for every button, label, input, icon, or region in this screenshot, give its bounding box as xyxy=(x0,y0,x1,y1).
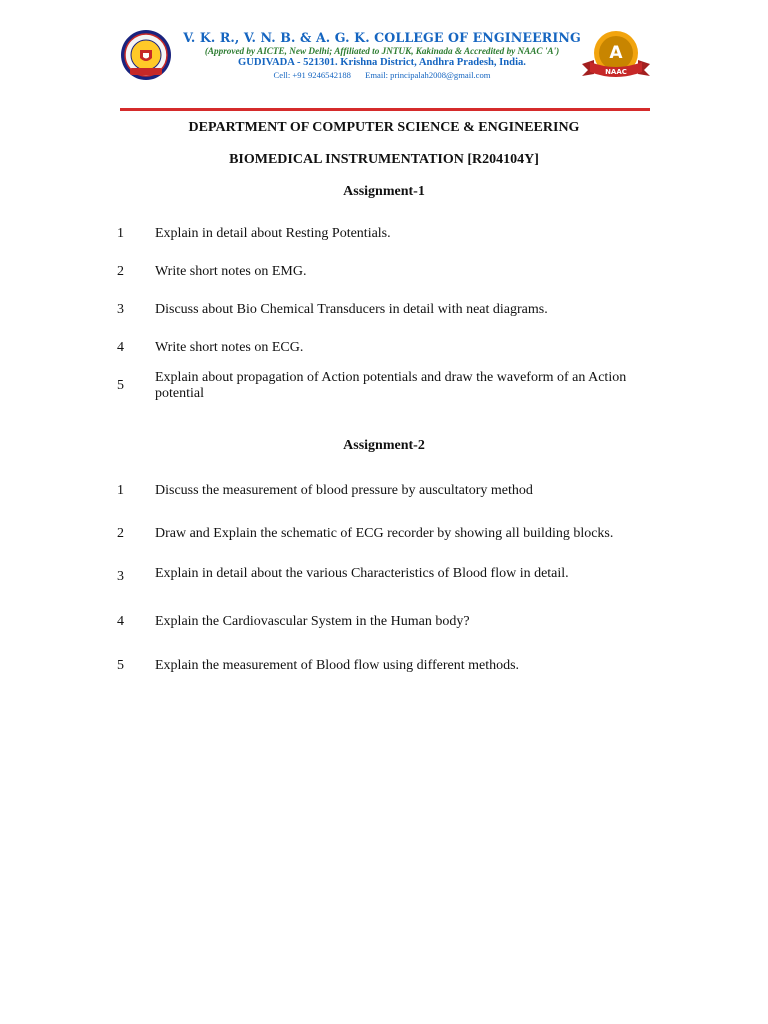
question-number: 5 xyxy=(117,658,124,673)
college-name: V. K. R., V. N. B. & A. G. K. COLLEGE OF ENGINEERING xyxy=(183,30,581,45)
question-text: Explain the measurement of Blood flow using different methods. xyxy=(155,658,520,673)
course-title: BIOMEDICAL INSTRUMENTATION [R204104Y] xyxy=(229,152,539,167)
question-number: 5 xyxy=(117,378,124,393)
question-text: Draw and Explain the schematic of ECG recorder by showing all building blocks. xyxy=(155,526,614,541)
naac-a-grade-badge-icon xyxy=(580,28,652,86)
question-number: 2 xyxy=(117,526,124,541)
college-crest-logo xyxy=(120,28,172,82)
question-number: 4 xyxy=(117,614,124,629)
letterhead xyxy=(118,26,652,92)
question-number: 3 xyxy=(117,302,124,317)
assignment-title: Assignment-1 xyxy=(343,184,425,199)
question-number: 1 xyxy=(117,226,124,241)
header-divider xyxy=(120,108,650,111)
question-number: 1 xyxy=(117,483,124,498)
college-approval: (Approved by AICTE, New Delhi; Affiliated to JNTUK, Kakinada & Accredited by NAAC 'A') xyxy=(204,46,560,56)
question-text: Write short notes on ECG. xyxy=(155,340,304,355)
question-text: Explain about propagation of Action potentials and draw the waveform of an Action potential xyxy=(155,370,627,401)
assignment-title: Assignment-2 xyxy=(343,438,425,453)
question-text: Explain in detail about the various Characteristics of Blood flow in detail. xyxy=(155,566,569,581)
question-number: 4 xyxy=(117,340,124,355)
naac-grade-letter: A xyxy=(609,43,623,63)
college-address: GUDIVADA - 521301. Krishna District, Andhra Pradesh, India. xyxy=(238,57,526,68)
college-cell: Cell: +91 9246542188 xyxy=(273,70,351,80)
naac-label: NAAC xyxy=(605,68,627,76)
question-text: Discuss about Bio Chemical Transducers in detail with neat diagrams. xyxy=(155,302,548,317)
question-text: Discuss the measurement of blood pressure by auscultatory method xyxy=(155,483,533,498)
department-title: DEPARTMENT OF COMPUTER SCIENCE & ENGINEERING xyxy=(188,120,580,135)
question-text: Explain the Cardiovascular System in the Human body? xyxy=(155,614,470,629)
question-text: Write short notes on EMG. xyxy=(155,264,307,279)
question-text: Explain in detail about Resting Potentials. xyxy=(155,226,391,241)
question-number: 3 xyxy=(117,569,124,584)
college-contact xyxy=(182,70,582,80)
question-number: 2 xyxy=(117,264,124,279)
college-email: Email: principalah2008@gmail.com xyxy=(365,70,491,80)
